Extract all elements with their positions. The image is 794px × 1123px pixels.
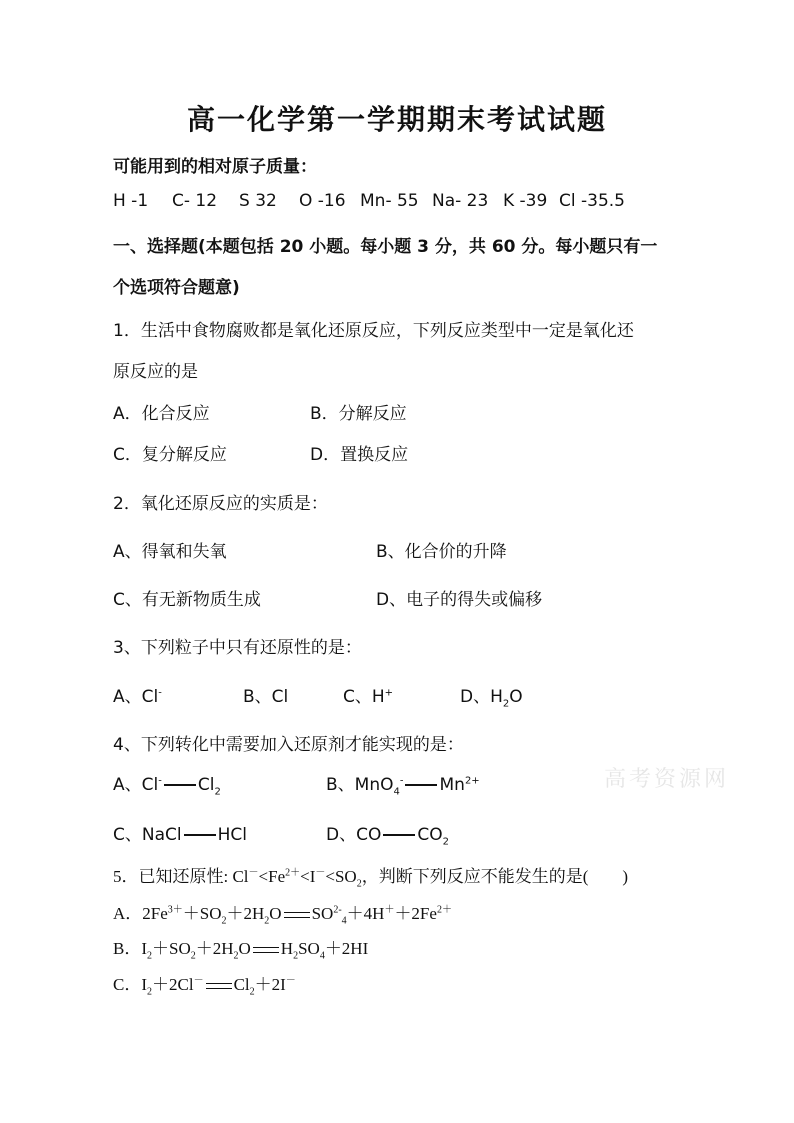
reaction-arrow bbox=[164, 784, 196, 786]
q5-option-a: A．$2Fe^{3+}+SO_2+2H_2O$ $SO^{2-}_4+4H^++2Fe^{2+}$ bbox=[113, 904, 452, 927]
q2-option-c: C、有无新物质生成 bbox=[113, 590, 261, 610]
q3-option-a: A、Cl- bbox=[113, 687, 162, 707]
reaction-arrow bbox=[184, 834, 216, 836]
equals-sign bbox=[253, 947, 279, 953]
q2-option-d: D、电子的得失或偏移 bbox=[376, 590, 543, 610]
q1-stem-line2: 原反应的是 bbox=[113, 362, 198, 382]
q1-option-d: D．置换反应 bbox=[310, 445, 409, 465]
q4-option-b: B、MnO$_4$- $Mn^{2+}$ bbox=[326, 775, 480, 798]
atomic-mass-mn: Mn- 55 bbox=[360, 191, 419, 211]
q3-option-b: B、Cl bbox=[243, 687, 289, 707]
atomic-mass-o: O -16 bbox=[299, 191, 346, 211]
page-title: 高一化学第一学期期末考试试题 bbox=[186, 103, 607, 136]
q5-option-c: C．$I_2+2Cl^-$ $Cl_2+2I^-$ bbox=[113, 975, 296, 998]
q4-stem: 4、下列转化中需要加入还原剂才能实现的是： bbox=[113, 735, 464, 755]
atomic-mass-s: S 32 bbox=[239, 191, 277, 211]
q1-option-a: A．化合反应 bbox=[113, 404, 210, 424]
section1-heading-line2: 个选项符合题意) bbox=[113, 278, 240, 298]
q3-option-c: C、H+ bbox=[343, 687, 394, 707]
reaction-arrow bbox=[405, 784, 437, 786]
watermark: 高考资源网 bbox=[604, 767, 730, 792]
q5-option-b: B．$I_2+SO_2+2H_2O$ $H_2SO_4+2HI$ bbox=[113, 939, 369, 962]
q2-stem: 2．氧化还原反应的实质是： bbox=[113, 494, 328, 514]
equals-sign bbox=[284, 912, 310, 918]
atomic-mass-k: K -39 bbox=[503, 191, 548, 211]
q2-option-a: A、得氧和失氧 bbox=[113, 542, 227, 562]
section1-heading-line1: 一、选择题(本题包括 20 小题。每小题 3 分，共 60 分。每小题只有一 bbox=[113, 237, 658, 257]
q4-option-c: C、NaCl HCl bbox=[113, 825, 247, 845]
atomic-mass-na: Na- 23 bbox=[432, 191, 489, 211]
q3-stem: 3、下列粒子中只有还原性的是： bbox=[113, 638, 362, 658]
q1-option-b: B．分解反应 bbox=[310, 404, 407, 424]
atomic-mass-h: H -1 bbox=[113, 191, 149, 211]
q4-option-a: A、Cl- $Cl_2$ bbox=[113, 775, 221, 798]
q1-option-c: C．复分解反应 bbox=[113, 445, 227, 465]
q2-option-b: B、化合价的升降 bbox=[376, 542, 507, 562]
q3-option-d: D、$H_2O$ bbox=[460, 687, 523, 710]
q5-stem: 5．已知还原性: $Cl^-<Fe^{2+}<I^-<SO_2$，判断下列反应不能发生的是( ) bbox=[113, 867, 629, 890]
equals-sign bbox=[206, 983, 232, 989]
atomic-mass-label: 可能用到的相对原子质量： bbox=[113, 157, 317, 177]
q1-stem-line1: 1．生活中食物腐败都是氧化还原反应，下列反应类型中一定是氧化还 bbox=[113, 321, 634, 341]
atomic-mass-cl: Cl -35.5 bbox=[559, 191, 625, 211]
atomic-mass-c: C- 12 bbox=[172, 191, 218, 211]
reaction-arrow bbox=[383, 834, 415, 836]
q4-option-d: D、CO $CO_2$ bbox=[326, 825, 449, 848]
